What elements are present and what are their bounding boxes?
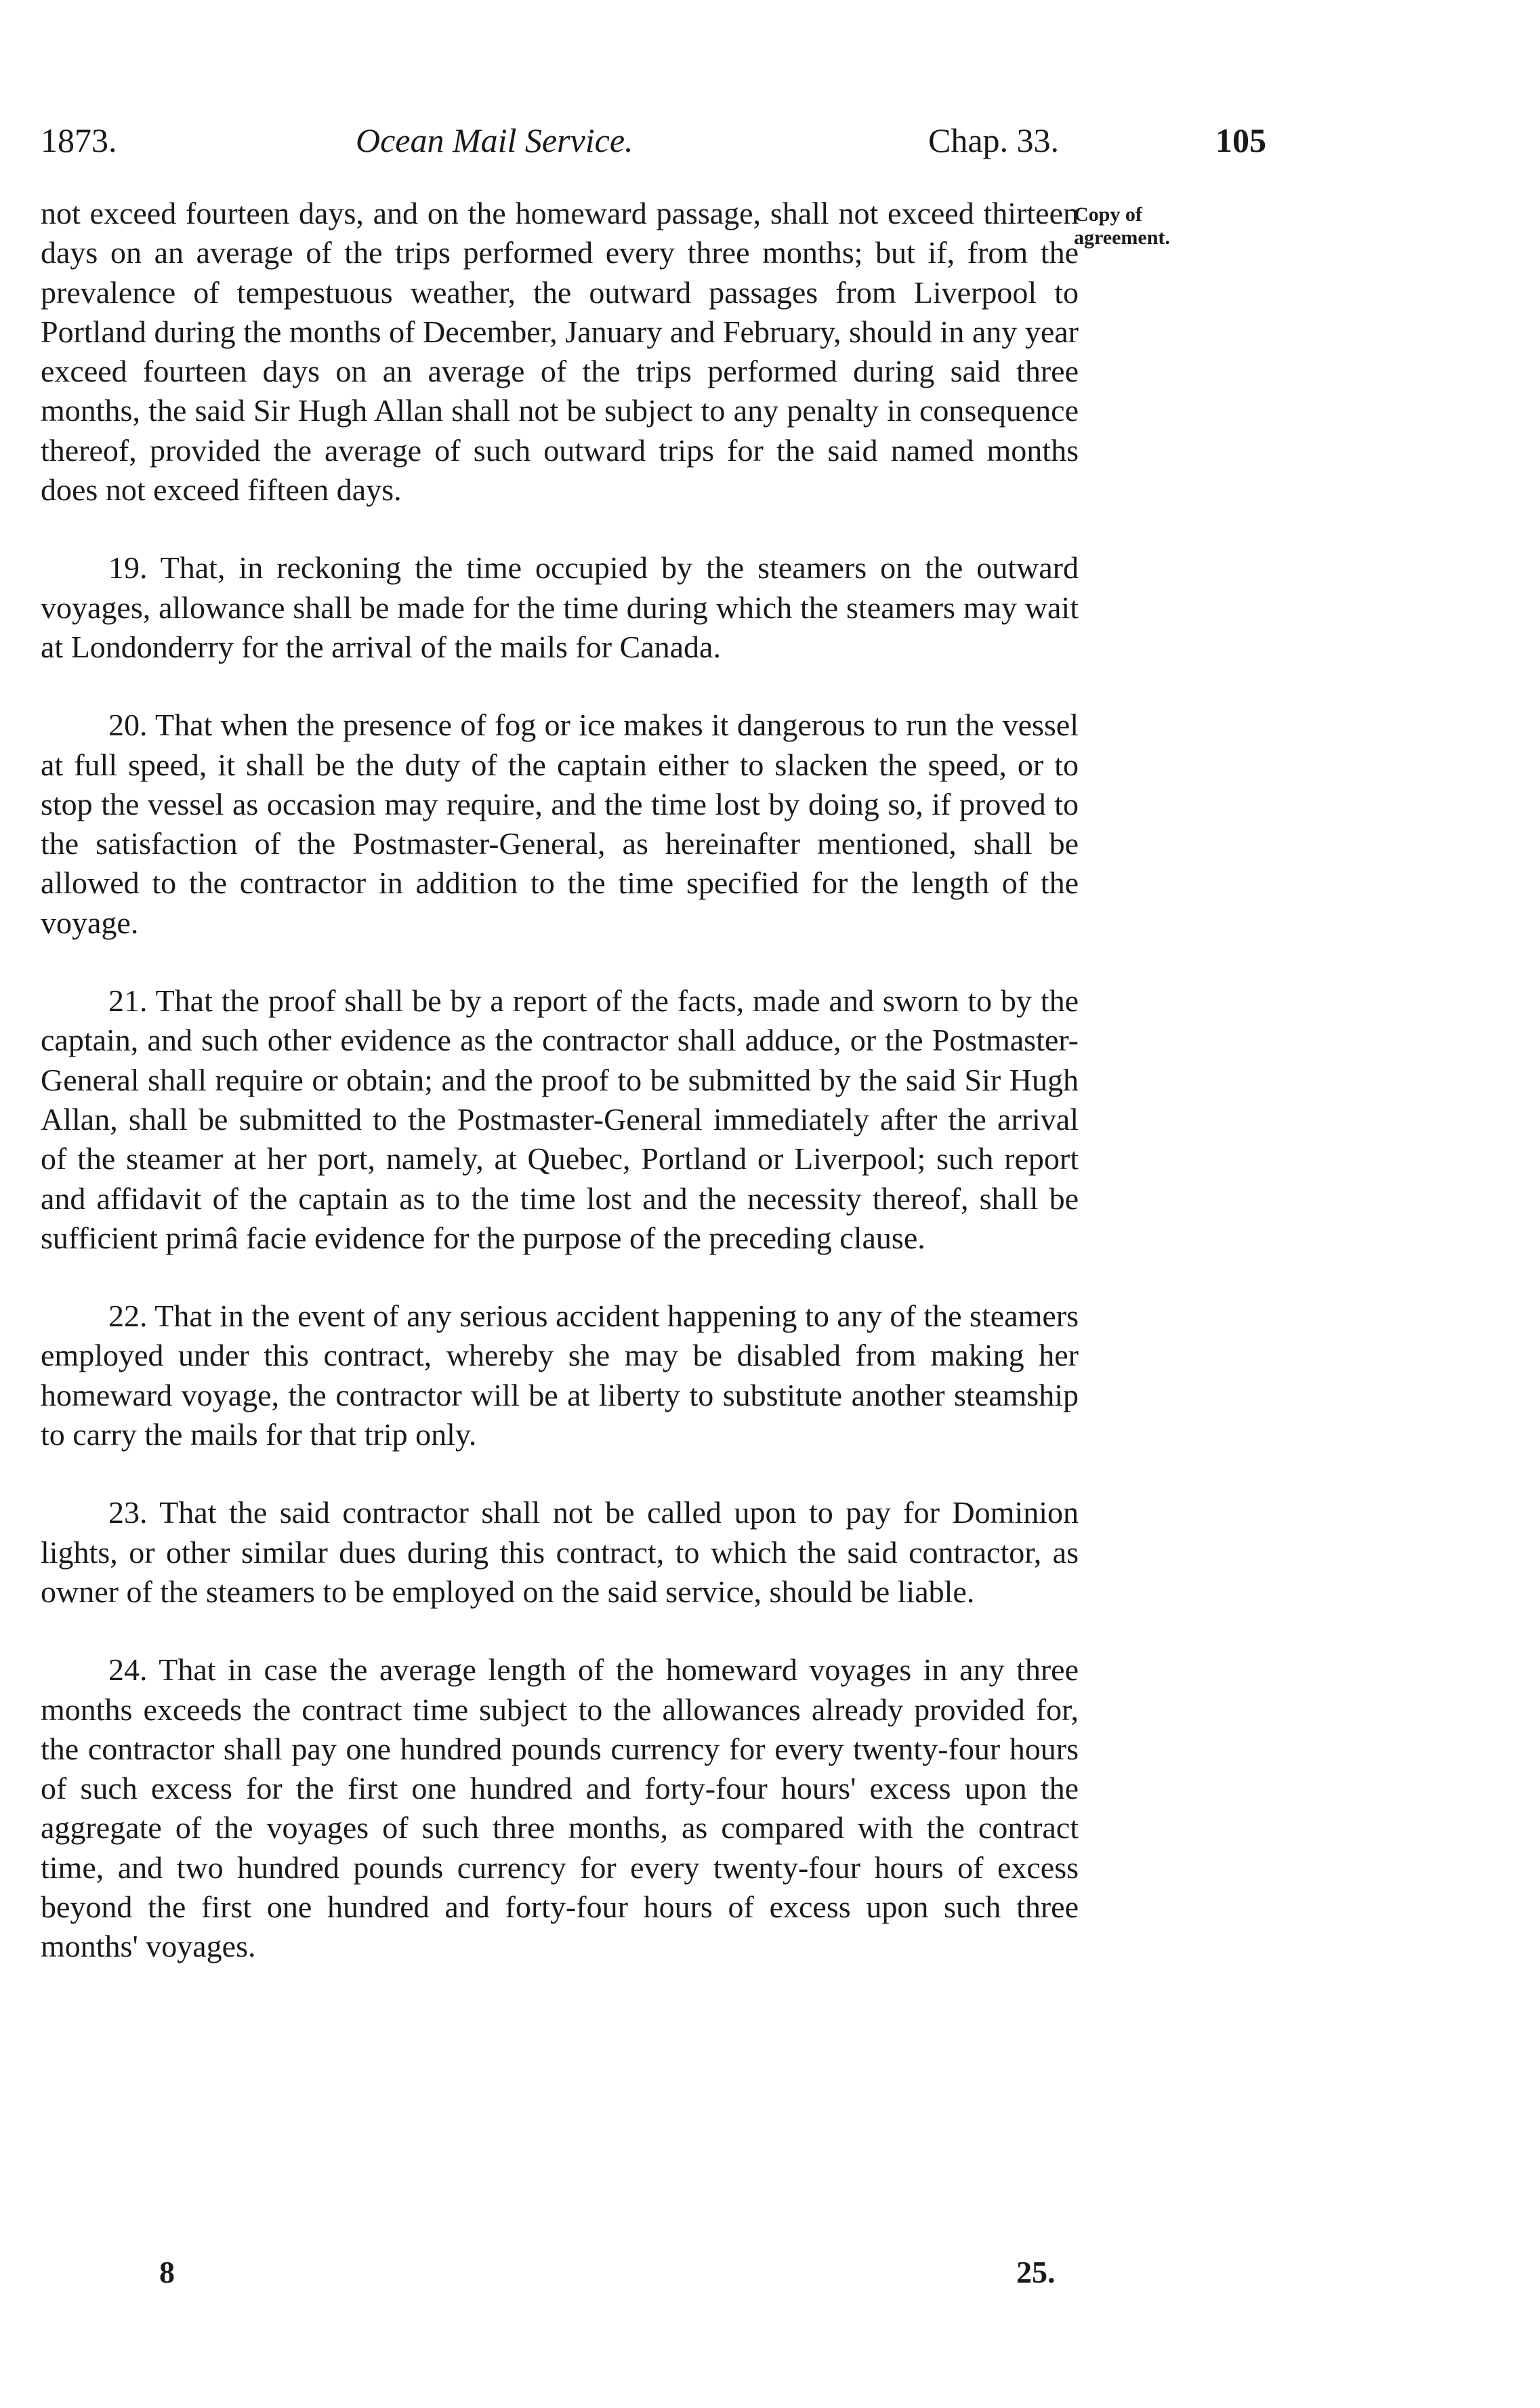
page-footer <box>41 2254 1079 2302</box>
catchword: 25. <box>1016 2255 1056 2289</box>
paragraph-clause-21: 21. That the proof shall be by a report of the facts, made and sworn to by the captain, and such other evidence as the contractor shall adduce, or the Postmaster-General shall require or obtain; and the proof to be submitted by the said Sir Hugh Allan, shall be submitted to the Postmaster-General immediately after the arrival of the steamer at her port, namely, at Quebec, Portland or Liverpool; such report and affidavit of the captain as to the time lost and the necessity thereof, shall be sufficient primâ facie evidence for the purpose of the preceding clause. <box>41 983 1079 1255</box>
signature-mark: 8 <box>159 2255 175 2289</box>
header-chapter: Chap. 33. <box>928 121 1060 159</box>
margin-note: Copy of agreement. <box>1074 203 1170 249</box>
page-number: 105 <box>1215 121 1266 159</box>
paragraph-clause-19: 19. That, in reckoning the time occupied by the steamers on the outward voyages, allowance shall be made for the time during which the steamers may wait at Londonderry for the arrival of the mails for Canada. <box>41 550 1079 664</box>
header-title: Ocean Mail Service. <box>356 121 633 159</box>
paragraph-continuation: not exceed fourteen days, and on the homeward passage, shall not exceed thirteen days on an average of the trips performed every three months; but if, from the prevalence of tempestuous weather, the outward passages from Liverpool to Portland during the months of December, January and February, should in any year exceed fourteen days on an average of the trips performed during said three months, the said Sir Hugh Allan shall not be subject to any penalty in consequence thereof, provided the average of such outward trips for the said named months does not exceed fifteen days. <box>41 196 1079 508</box>
paragraph-clause-23: 23. That the said contractor shall not be called upon to pay for Dominion lights, or other similar dues during this contract, to which the said contractor, as owner of the steamers to be employed on the said service, should be liable. <box>41 1495 1079 1609</box>
paragraph-clause-22: 22. That in the event of any serious accident happening to any of the steamers employed under this contract, whereby she may be disabled from making her homeward voyage, the contractor will be at liberty to substitute another steamship to carry the mails for that trip only. <box>41 1299 1079 1452</box>
body-text <box>41 194 1079 1967</box>
running-header <box>41 121 1328 175</box>
header-year: 1873. <box>41 121 117 159</box>
paragraph-clause-24: 24. That in case the average length of the homeward voyages in any three months exceeds the contract time subject to the allowances already provided for, the contractor shall pay one hundred pounds currency for every twenty-four hours of such excess for the first one hundred and forty-four hours' excess upon the aggregate of the voyages of such three months, as compared with the contract time, and two hundred pounds currency for every twenty-four hours of excess beyond the first one hundred and forty-four hours of excess upon such three months' voyages. <box>41 1652 1079 1964</box>
paragraph-clause-20: 20. That when the presence of fog or ice makes it dangerous to run the vessel at full speed, it shall be the duty of the captain either to slacken the speed, or to stop the vessel as occasion may require, and the time lost by doing so, if proved to the satisfaction of the Postmaster-General, as hereinafter mentioned, shall be allowed to the contractor in addition to the time specified for the length of the voyage. <box>41 708 1079 940</box>
